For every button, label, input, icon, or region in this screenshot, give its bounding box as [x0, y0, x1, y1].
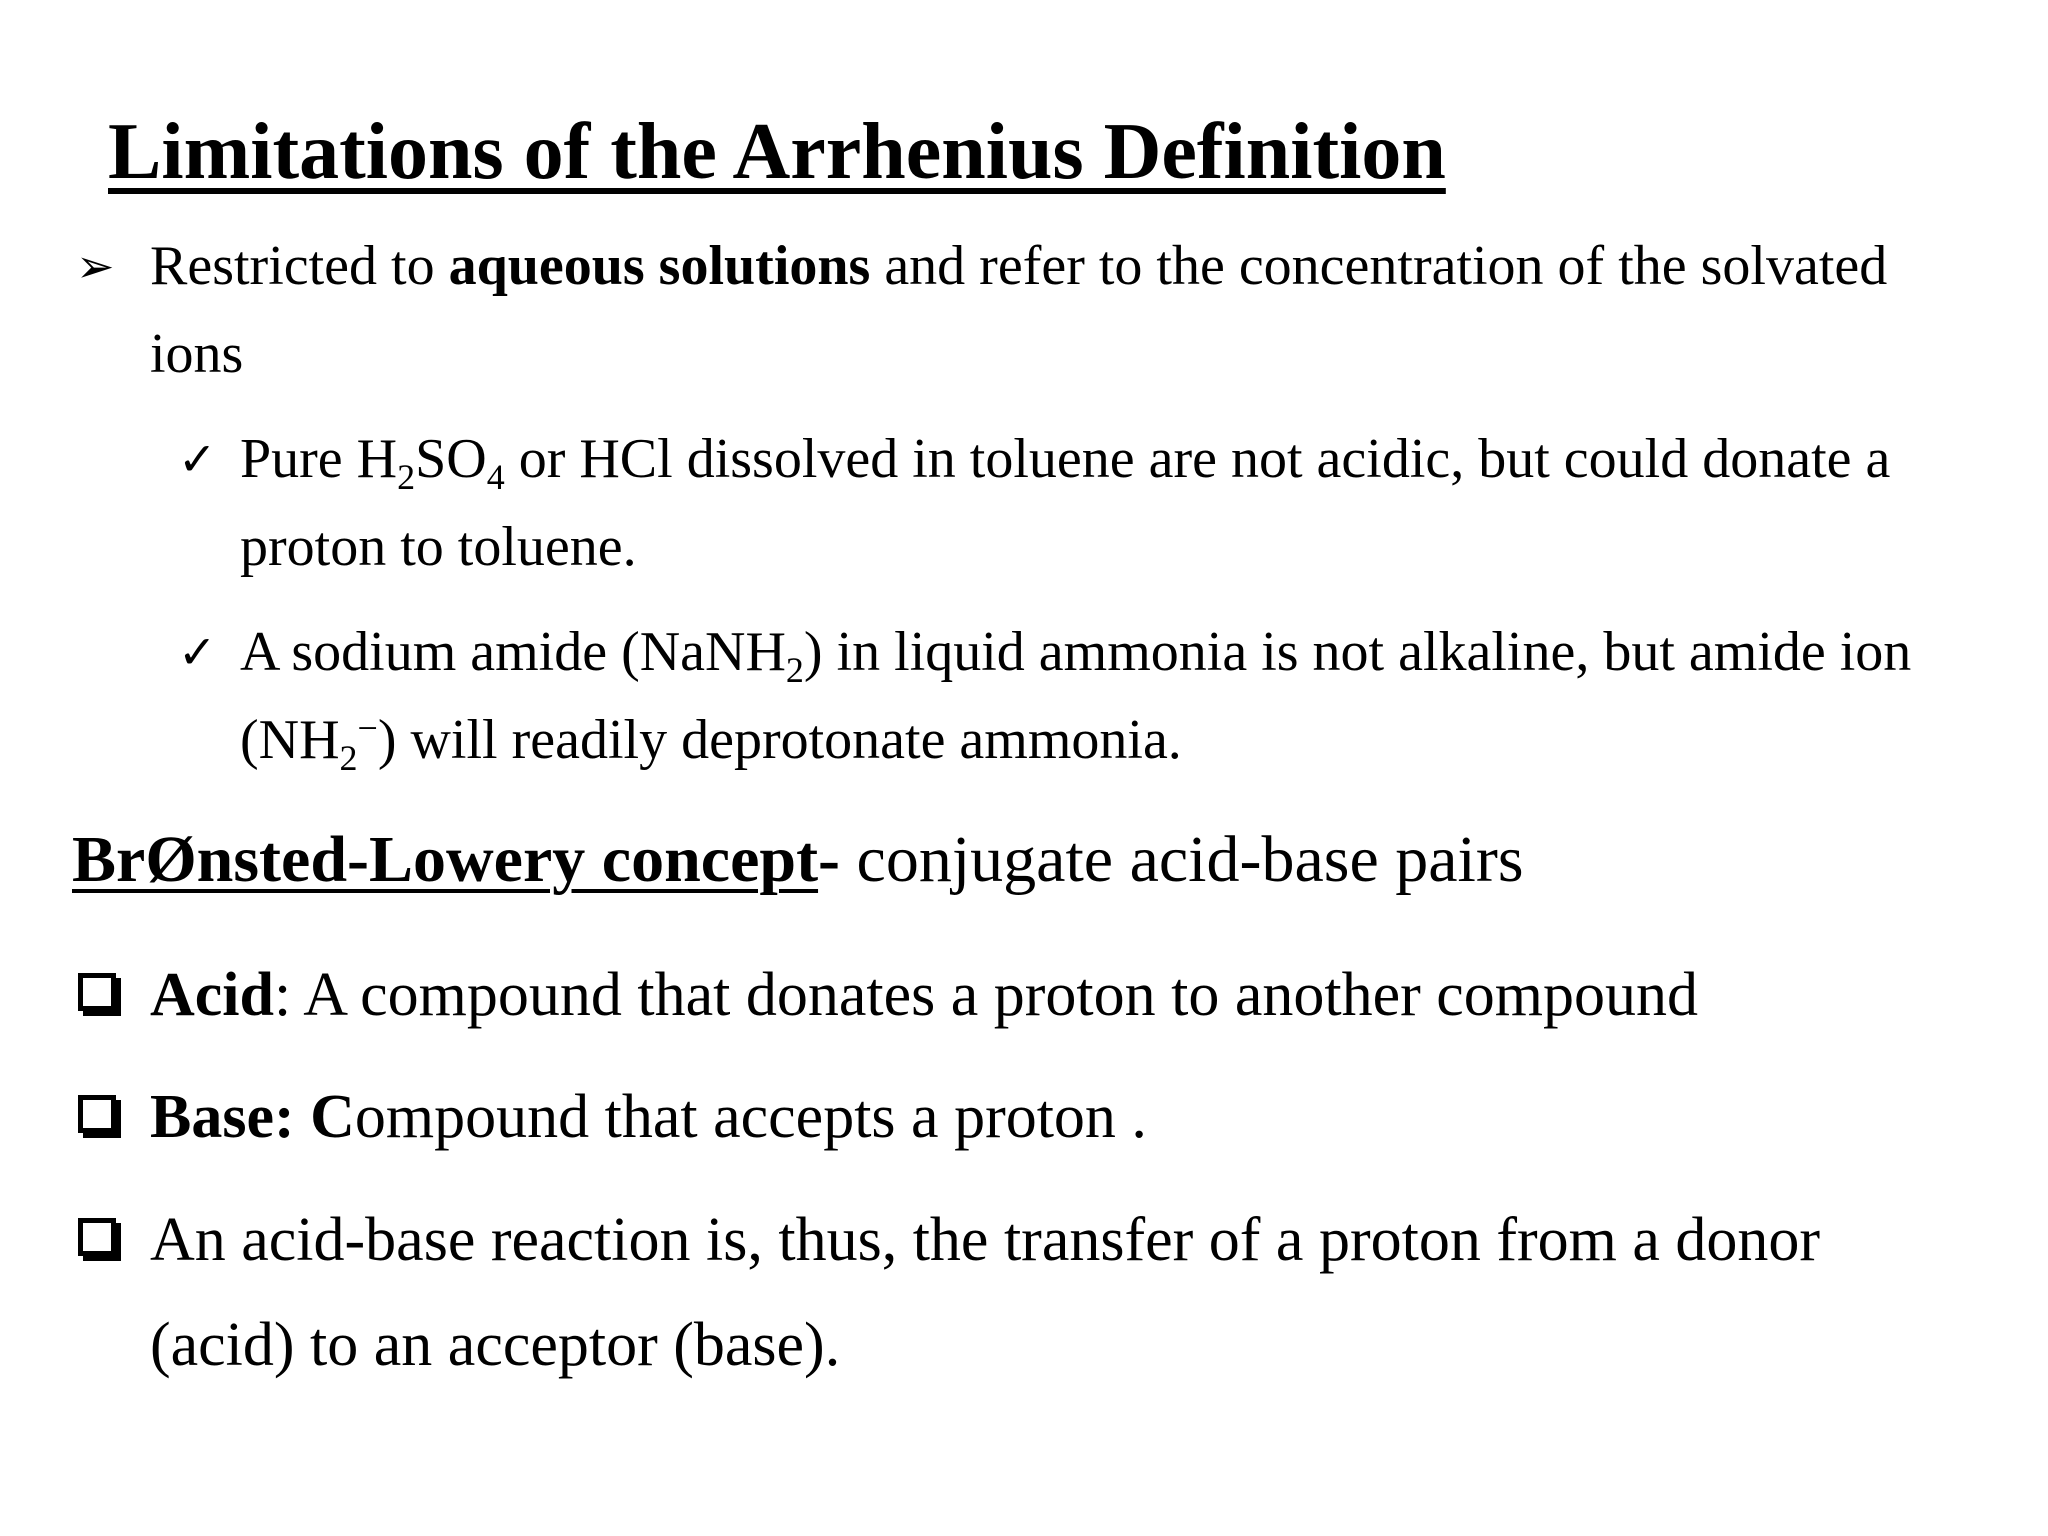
definition-body-line2: (acid) to an acceptor (base). — [150, 1311, 841, 1379]
page-title: Limitations of the Arrhenius Definition — [108, 108, 1446, 196]
example-item-continued — [0, 503, 2048, 591]
definition-text — [150, 1067, 1147, 1167]
example-text — [240, 415, 1890, 503]
example-text-part: Pure H — [240, 428, 398, 490]
example-text-part: (NH — [240, 709, 340, 771]
aqueous-solutions-bold: aqueous solutions — [448, 235, 871, 297]
definition-item-reaction — [0, 1190, 2048, 1290]
limitation-bullet — [0, 222, 2048, 310]
example-item-continued — [0, 696, 2048, 784]
limitation-text-part: Restricted to — [150, 235, 449, 297]
arrowhead-bullet-icon: ➢ — [76, 239, 115, 293]
example-text-part: ) in liquid ammonia is not alkaline, but amide ion — [803, 621, 1912, 683]
checkmark-icon: ✓ — [178, 432, 217, 486]
definition-item-acid — [0, 945, 2048, 1045]
limitation-text-line2: ions — [150, 323, 244, 385]
example-item — [0, 608, 2048, 696]
definition-body: : A compound that donates a proton to another compound — [274, 961, 1699, 1029]
superscript: − — [357, 708, 378, 748]
example-text-line2: proton to toluene. — [240, 516, 637, 578]
subscript: 2 — [785, 650, 804, 690]
square-bullet-icon — [78, 1095, 116, 1133]
example-text-part: SO — [415, 428, 487, 490]
example-text-part: ) will readily deprotonate ammonia. — [377, 709, 1182, 771]
example-text-part: A sodium amide (NaNH — [240, 621, 786, 683]
example-text — [240, 608, 1911, 696]
definition-term: Acid — [150, 961, 274, 1029]
definition-item-base — [0, 1067, 2048, 1167]
bronsted-heading — [72, 820, 1524, 899]
definition-body: An acid-base reaction is, thus, the transfer of a proton from a donor — [150, 1206, 1821, 1274]
subscript: 2 — [339, 738, 358, 778]
bronsted-heading-title: BrØnsted-Lowery concept — [72, 823, 819, 896]
subscript: 2 — [397, 457, 416, 497]
definition-term: Base: C — [150, 1083, 355, 1151]
bronsted-heading-dash: - — [818, 823, 841, 896]
subscript: 4 — [486, 457, 505, 497]
bronsted-heading-description: conjugate acid-base pairs — [840, 823, 1524, 896]
definition-item-reaction-continued — [0, 1295, 2048, 1395]
example-text-line2 — [240, 696, 1182, 784]
limitation-text — [150, 222, 1887, 310]
definition-body: ompound that accepts a proton . — [354, 1083, 1147, 1151]
definition-text — [150, 945, 1698, 1045]
limitation-bullet-continued — [0, 310, 2048, 398]
square-bullet-icon — [78, 1218, 116, 1256]
example-item — [0, 415, 2048, 503]
limitation-text-part: and refer to the concentration of the solvated — [870, 235, 1888, 297]
checkmark-icon: ✓ — [178, 625, 217, 679]
example-text-part: or HCl dissolved in toluene are not acidic, but could donate a — [504, 428, 1891, 490]
square-bullet-icon — [78, 973, 116, 1011]
